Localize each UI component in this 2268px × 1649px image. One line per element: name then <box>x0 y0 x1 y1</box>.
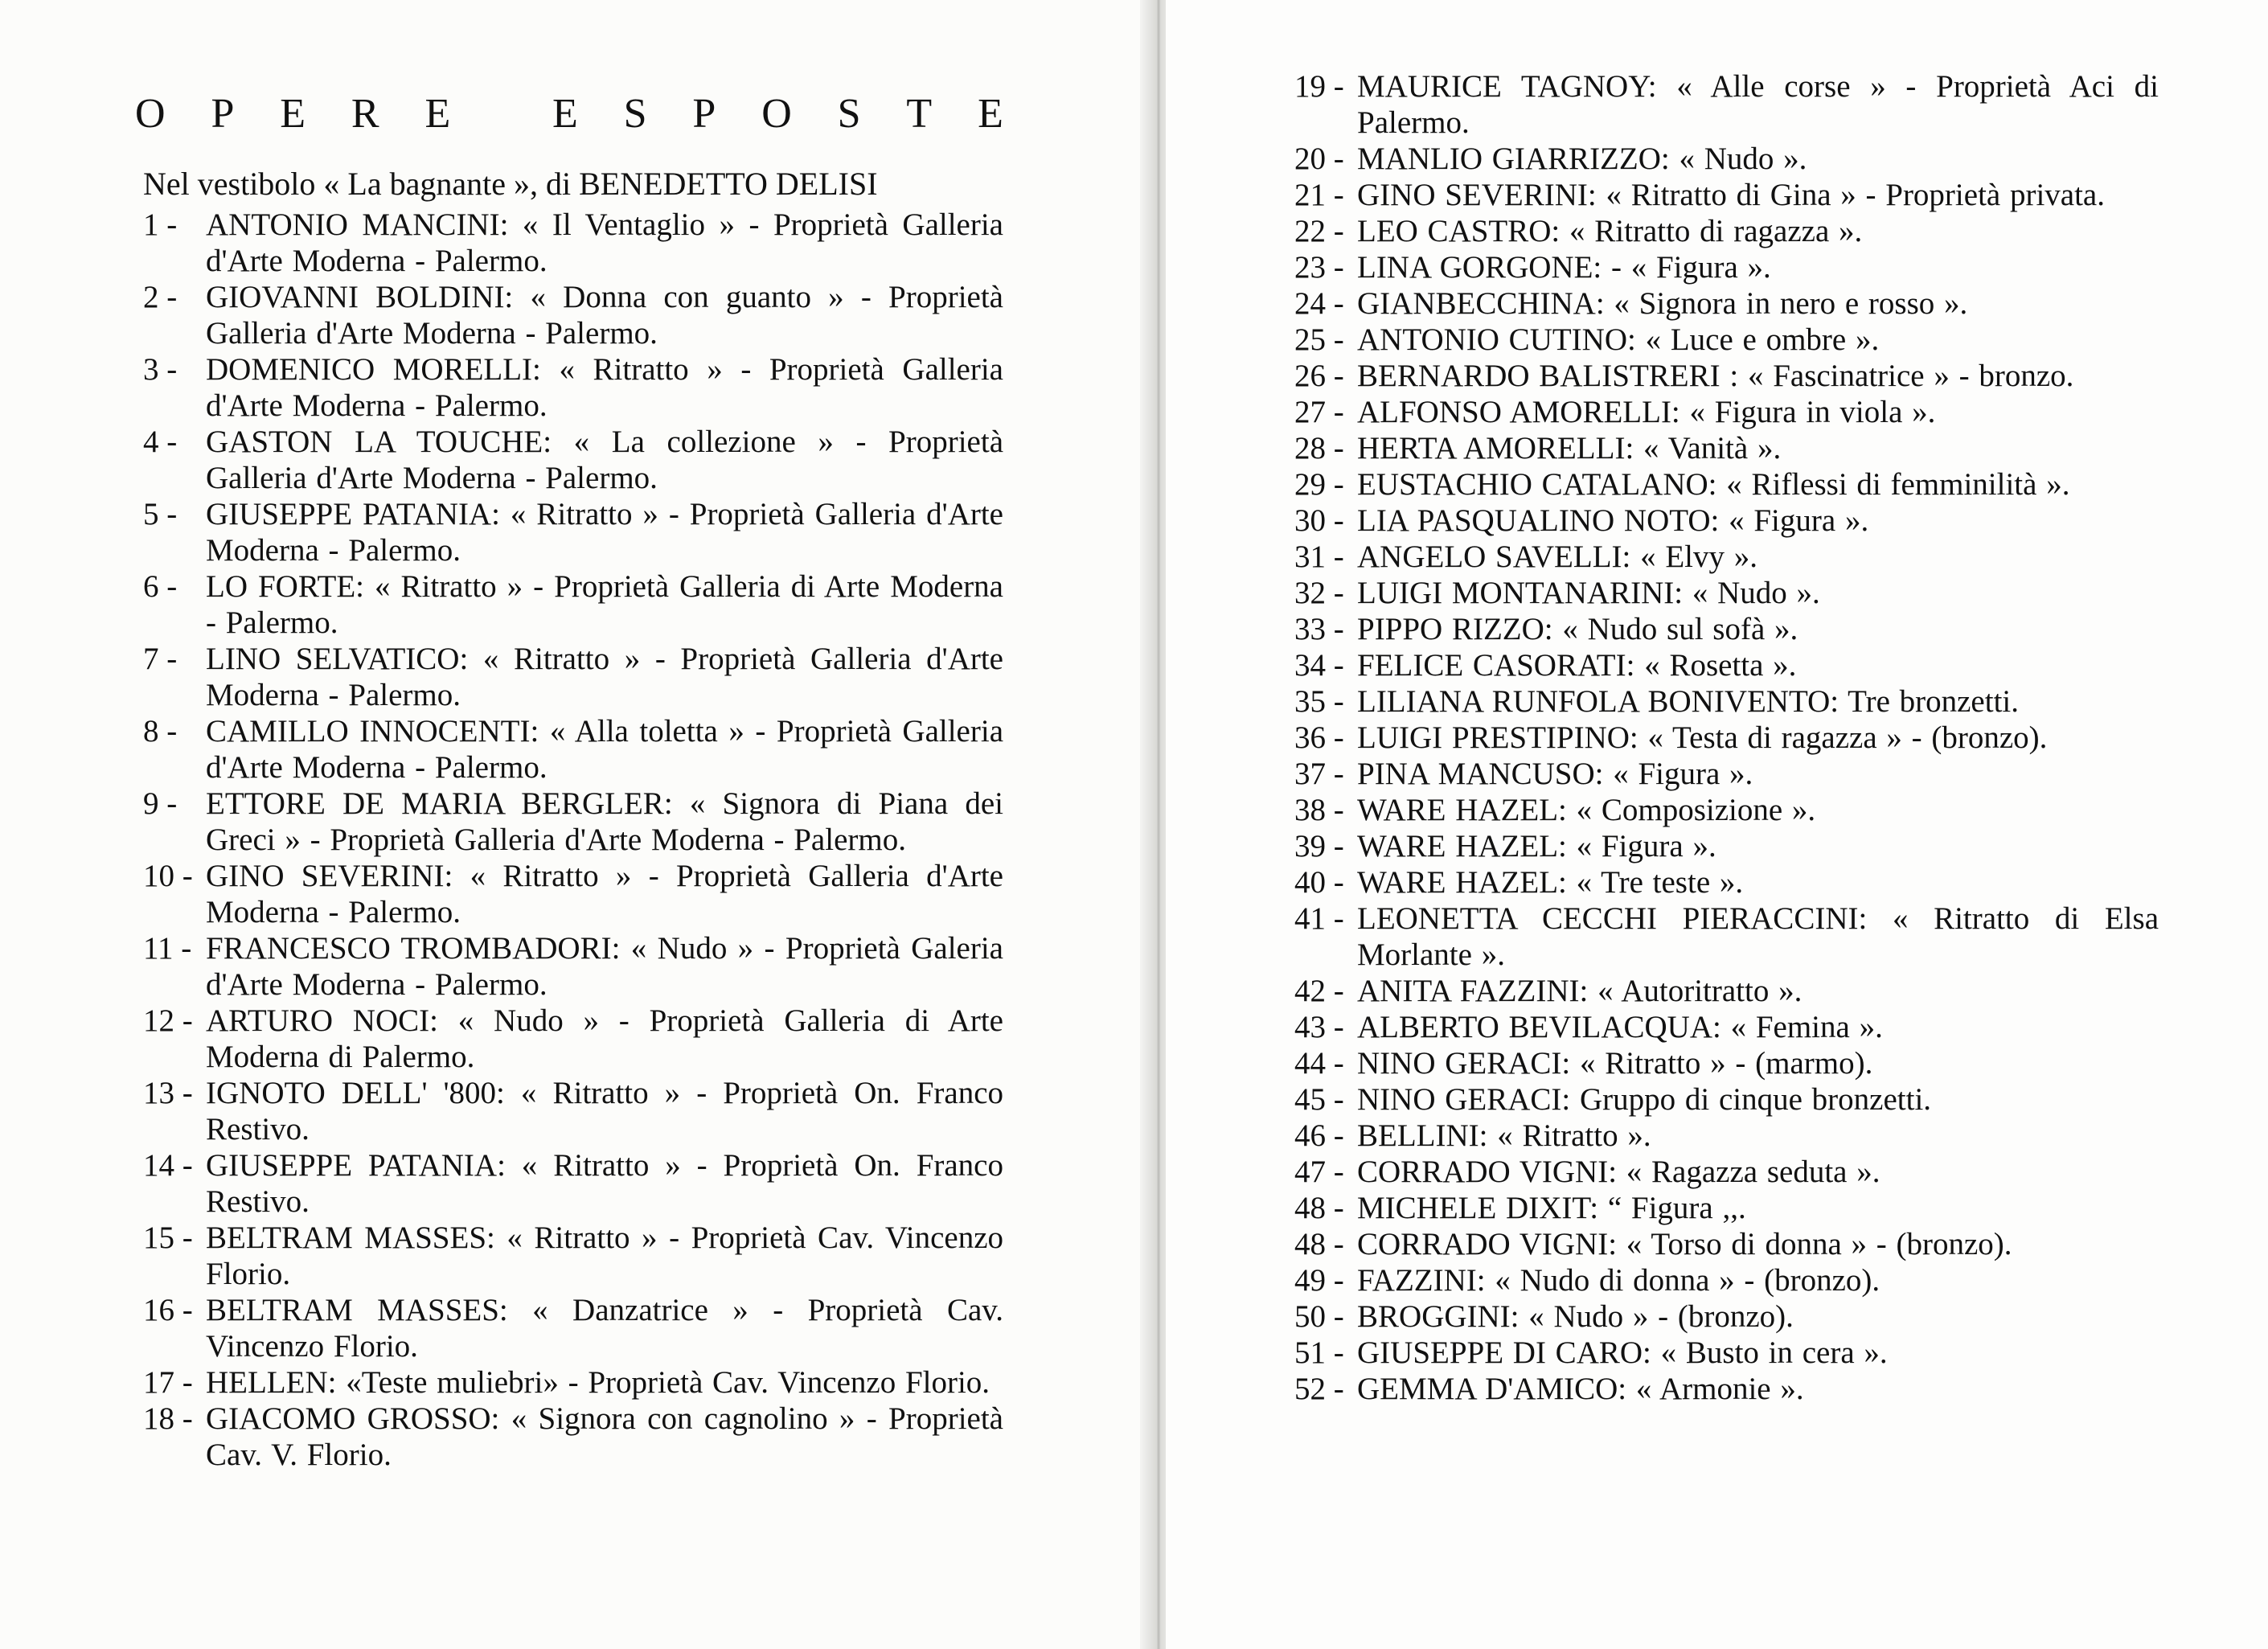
entry-number: 32 - <box>1294 576 1344 610</box>
entry-number: 47 - <box>1294 1155 1344 1189</box>
catalog-entry <box>1294 249 2159 285</box>
catalog-entry <box>1294 683 2159 720</box>
entry-number: 13 - <box>143 1076 193 1110</box>
entry-text: WARE HAZEL: « Composizione ». <box>1357 793 1816 827</box>
entry-text: LUIGI PRESTIPINO: « Testa di ragazza » - (bronzo). <box>1357 720 2048 755</box>
catalog-entry <box>143 1292 1003 1364</box>
entry-number: 14 - <box>143 1148 193 1183</box>
catalog-entry <box>1294 358 2159 394</box>
title-letter: E <box>280 91 306 137</box>
entry-number: 1 - <box>143 207 178 242</box>
entry-text: ALBERTO BEVILACQUA: « Femina ». <box>1357 1010 1883 1044</box>
entry-text: GIOVANNI BOLDINI: « Donna con guanto » - Proprietà Galleria d'Arte Moderna - Palermo. <box>206 280 1003 351</box>
catalog-entry <box>1294 1118 2159 1154</box>
catalog-entry <box>1294 394 2159 430</box>
entry-number: 2 - <box>143 280 178 314</box>
entry-number: 34 - <box>1294 648 1344 683</box>
entry-text: LEO CASTRO: « Ritratto di ragazza ». <box>1357 214 1863 248</box>
catalog-entry <box>1294 68 2159 141</box>
entry-number: 46 - <box>1294 1118 1344 1153</box>
entry-number: 22 - <box>1294 214 1344 248</box>
entry-number: 39 - <box>1294 829 1344 863</box>
entry-text: ANITA FAZZINI: « Autoritratto ». <box>1357 974 1803 1008</box>
entry-text: EUSTACHIO CATALANO: « Riflessi di femminilità ». <box>1357 467 2070 502</box>
entry-text: GEMMA D'AMICO: « Armonie ». <box>1357 1372 1804 1406</box>
title-letter: T <box>906 91 933 137</box>
entry-number: 9 - <box>143 786 178 821</box>
entry-text: GIANBECCHINA: « Signora in nero e rosso ». <box>1357 286 1968 321</box>
entry-text: ALFONSO AMORELLI: « Figura in viola ». <box>1357 395 1936 429</box>
entry-text: FELICE CASORATI: « Rosetta ». <box>1357 648 1797 683</box>
catalog-entry <box>143 713 1003 786</box>
entry-number: 43 - <box>1294 1010 1344 1044</box>
entry-number: 3 - <box>143 352 178 387</box>
catalog-entry <box>1294 1045 2159 1081</box>
catalog-entry <box>143 424 1003 496</box>
entry-number: 24 - <box>1294 286 1344 321</box>
entry-text: GASTON LA TOUCHE: « La collezione » - Proprietà Galleria d'Arte Moderna - Palermo. <box>206 425 1003 495</box>
catalog-entry <box>1294 466 2159 502</box>
entry-text: LO FORTE: « Ritratto » - Proprietà Galleria di Arte Moderna - Palermo. <box>206 569 1003 640</box>
entry-number: 19 - <box>1294 69 1344 104</box>
entry-number: 41 - <box>1294 901 1344 936</box>
title-letter: S <box>623 91 647 137</box>
title-letter <box>496 90 507 137</box>
title-letter: O <box>761 91 792 137</box>
entry-text: PINA MANCUSO: « Figura ». <box>1357 757 1753 791</box>
title-letter: E <box>978 91 1003 137</box>
catalog-entry <box>143 496 1003 568</box>
entry-text: GIUSEPPE PATANIA: « Ritratto » - Proprietà On. Franco Restivo. <box>206 1148 1003 1219</box>
title-letter: O <box>135 91 166 137</box>
entry-text: GIUSEPPE DI CARO: « Busto in cera ». <box>1357 1335 1888 1370</box>
entry-number: 5 - <box>143 497 178 531</box>
entry-text: PIPPO RIZZO: « Nudo sul sofà ». <box>1357 612 1798 646</box>
entry-number: 12 - <box>143 1003 193 1038</box>
entry-number: 48 - <box>1294 1191 1344 1225</box>
entry-text: IGNOTO DELL' '800: « Ritratto » - Proprietà On. Franco Restivo. <box>206 1076 1003 1147</box>
catalog-entry <box>1294 1226 2159 1262</box>
entry-text: LEONETTA CECCHI PIERACCINI: « Ritratto di Elsa Morlante ». <box>1357 901 2159 972</box>
catalog-entry <box>1294 647 2159 683</box>
entry-text: LINA GORGONE: - « Figura ». <box>1357 250 1771 285</box>
catalog-entry <box>1294 213 2159 249</box>
entry-number: 25 - <box>1294 322 1344 357</box>
entry-number: 30 - <box>1294 503 1344 538</box>
entry-number: 26 - <box>1294 359 1344 393</box>
entry-number: 31 - <box>1294 539 1344 574</box>
works-list-right <box>1294 68 2159 1407</box>
catalog-entry <box>143 279 1003 351</box>
catalog-entry <box>143 858 1003 930</box>
entry-number: 51 - <box>1294 1335 1344 1370</box>
catalog-entry <box>143 207 1003 279</box>
entry-text: ETTORE DE MARIA BERGLER: « Signora di Piana dei Greci » - Proprietà Galleria d'Arte Moderna - Palermo. <box>206 786 1003 857</box>
entry-number: 8 - <box>143 714 178 749</box>
catalog-entry <box>1294 828 2159 864</box>
entry-text: WARE HAZEL: « Figura ». <box>1357 829 1716 863</box>
catalog-entry <box>1294 792 2159 828</box>
catalog-entry <box>1294 1335 2159 1371</box>
entry-text: LUIGI MONTANARINI: « Nudo ». <box>1357 576 1820 610</box>
entry-number: 37 - <box>1294 757 1344 791</box>
title-letter: S <box>837 91 861 137</box>
catalog-entry <box>1294 1009 2159 1045</box>
catalog-entry <box>1294 539 2159 575</box>
entry-text: ANTONIO MANCINI: « Il Ventaglio » - Proprietà Galleria d'Arte Moderna - Palermo. <box>206 207 1003 278</box>
catalog-entry <box>1294 864 2159 900</box>
entry-number: 11 - <box>143 931 192 966</box>
entry-text: HELLEN: «Teste muliebri» - Proprietà Cav. Vincenzo Florio. <box>206 1365 990 1400</box>
title-letter: E <box>424 91 451 137</box>
catalog-entry <box>1294 285 2159 322</box>
entry-text: GINO SEVERINI: « Ritratto di Gina » - Proprietà privata. <box>1357 178 2105 212</box>
entry-number: 18 - <box>143 1401 193 1436</box>
entry-text: LILIANA RUNFOLA BONIVENTO: Tre bronzetti. <box>1357 684 2020 719</box>
entry-number: 16 - <box>143 1293 193 1327</box>
catalog-entry <box>143 568 1003 641</box>
title-letter: P <box>211 91 235 137</box>
catalog-entry <box>1294 430 2159 466</box>
entry-number: 52 - <box>1294 1372 1344 1406</box>
catalog-entry <box>143 1364 1003 1401</box>
entry-number: 44 - <box>1294 1046 1344 1081</box>
catalog-entry <box>1294 900 2159 973</box>
catalog-entry <box>143 1147 1003 1220</box>
entry-number: 49 - <box>1294 1263 1344 1298</box>
entry-text: CAMILLO INNOCENTI: « Alla toletta » - Proprietà Galleria d'Arte Moderna - Palermo. <box>206 714 1003 785</box>
entry-number: 40 - <box>1294 865 1344 900</box>
catalog-entry <box>1294 575 2159 611</box>
entry-number: 38 - <box>1294 793 1344 827</box>
entry-number: 15 - <box>143 1220 193 1255</box>
title-letter: P <box>692 91 716 137</box>
entry-number: 28 - <box>1294 431 1344 466</box>
entry-text: BELLINI: « Ritratto ». <box>1357 1118 1651 1153</box>
entry-text: BELTRAM MASSES: « Danzatrice » - Proprietà Cav. Vincenzo Florio. <box>206 1293 1003 1364</box>
entry-text: NINO GERACI: « Ritratto » - (marmo). <box>1357 1046 1873 1081</box>
catalog-entry <box>143 1003 1003 1075</box>
catalog-entry <box>1294 1190 2159 1226</box>
catalog-entry <box>143 930 1003 1003</box>
title-letter: E <box>552 91 578 137</box>
entry-number: 50 - <box>1294 1299 1344 1334</box>
entry-text: BROGGINI: « Nudo » - (bronzo). <box>1357 1299 1794 1334</box>
entry-number: 17 - <box>143 1365 193 1400</box>
entry-text: GIACOMO GROSSO: « Signora con cagnolino » - Proprietà Cav. V. Florio. <box>206 1401 1003 1472</box>
entry-text: MAURICE TAGNOY: « Alle corse » - Proprietà Aci di Palermo. <box>1357 69 2159 140</box>
entry-number: 23 - <box>1294 250 1344 285</box>
catalog-entry <box>1294 502 2159 539</box>
entry-text: NINO GERACI: Gruppo di cinque bronzetti. <box>1357 1082 1932 1117</box>
entry-number: 48 - <box>1294 1227 1344 1261</box>
page-title <box>135 90 1003 137</box>
entry-text: FAZZINI: « Nudo di donna » - (bronzo). <box>1357 1263 1880 1298</box>
catalog-entry <box>1294 141 2159 177</box>
catalog-entry <box>143 1401 1003 1473</box>
entry-text: CORRADO VIGNI: « Torso di donna » - (bronzo). <box>1357 1227 2012 1261</box>
entry-text: CORRADO VIGNI: « Ragazza seduta ». <box>1357 1155 1880 1189</box>
catalog-entry <box>1294 1371 2159 1407</box>
catalog-entry <box>1294 1154 2159 1190</box>
entry-text: DOMENICO MORELLI: « Ritratto » - Proprietà Galleria d'Arte Moderna - Palermo. <box>206 352 1003 423</box>
entry-number: 7 - <box>143 642 178 676</box>
entry-text: BELTRAM MASSES: « Ritratto » - Proprietà Cav. Vincenzo Florio. <box>206 1220 1003 1291</box>
entry-text: WARE HAZEL: « Tre teste ». <box>1357 865 1744 900</box>
catalog-entry <box>143 786 1003 858</box>
catalog-entry <box>1294 756 2159 792</box>
catalog-entry <box>1294 720 2159 756</box>
entry-text: MICHELE DIXIT: “ Figura ,,. <box>1357 1191 1746 1225</box>
catalog-entry <box>1294 1081 2159 1118</box>
works-list-left <box>143 207 1003 1473</box>
entry-number: 29 - <box>1294 467 1344 502</box>
entry-text: FRANCESCO TROMBADORI: « Nudo » - Proprietà Galeria d'Arte Moderna - Palermo. <box>206 931 1003 1002</box>
entry-number: 20 - <box>1294 142 1344 176</box>
entry-number: 42 - <box>1294 974 1344 1008</box>
entry-text: ARTURO NOCI: « Nudo » - Proprietà Galleria di Arte Moderna di Palermo. <box>206 1003 1003 1074</box>
entry-text: ANGELO SAVELLI: « Elvy ». <box>1357 539 1757 574</box>
entry-text: HERTA AMORELLI: « Vanità ». <box>1357 431 1782 466</box>
catalog-entry <box>1294 611 2159 647</box>
entry-number: 4 - <box>143 425 178 459</box>
entry-number: 27 - <box>1294 395 1344 429</box>
entry-text: GIUSEPPE PATANIA: « Ritratto » - Proprietà Galleria d'Arte Moderna - Palermo. <box>206 497 1003 568</box>
catalog-entry <box>143 641 1003 713</box>
catalog-entry <box>1294 1262 2159 1298</box>
title-letter: R <box>351 91 379 137</box>
entry-number: 21 - <box>1294 178 1344 212</box>
entry-text: BERNARDO BALISTRERI : « Fascinatrice » - bronzo. <box>1357 359 2074 393</box>
catalog-entry <box>1294 322 2159 358</box>
catalog-entry <box>1294 1298 2159 1335</box>
entry-number: 33 - <box>1294 612 1344 646</box>
entry-text: LINO SELVATICO: « Ritratto » - Proprietà Galleria d'Arte Moderna - Palermo. <box>206 642 1003 712</box>
entry-text: LIA PASQUALINO NOTO: « Figura ». <box>1357 503 1869 538</box>
catalog-entry <box>143 351 1003 424</box>
catalog-entry <box>1294 177 2159 213</box>
entry-number: 45 - <box>1294 1082 1344 1117</box>
entry-number: 35 - <box>1294 684 1344 719</box>
catalog-entry <box>1294 973 2159 1009</box>
catalog-entry <box>143 1220 1003 1292</box>
vestibule-note: Nel vestibolo « La bagnante », di BENEDETTO DELISI <box>143 166 878 202</box>
entry-number: 36 - <box>1294 720 1344 755</box>
entry-text: GINO SEVERINI: « Ritratto » - Proprietà Galleria d'Arte Moderna - Palermo. <box>206 859 1003 929</box>
entry-text: ANTONIO CUTINO: « Luce e ombre ». <box>1357 322 1880 357</box>
entry-text: MANLIO GIARRIZZO: « Nudo ». <box>1357 142 1807 176</box>
entry-number: 10 - <box>143 859 193 893</box>
entry-number: 6 - <box>143 569 178 604</box>
catalog-entry <box>143 1075 1003 1147</box>
